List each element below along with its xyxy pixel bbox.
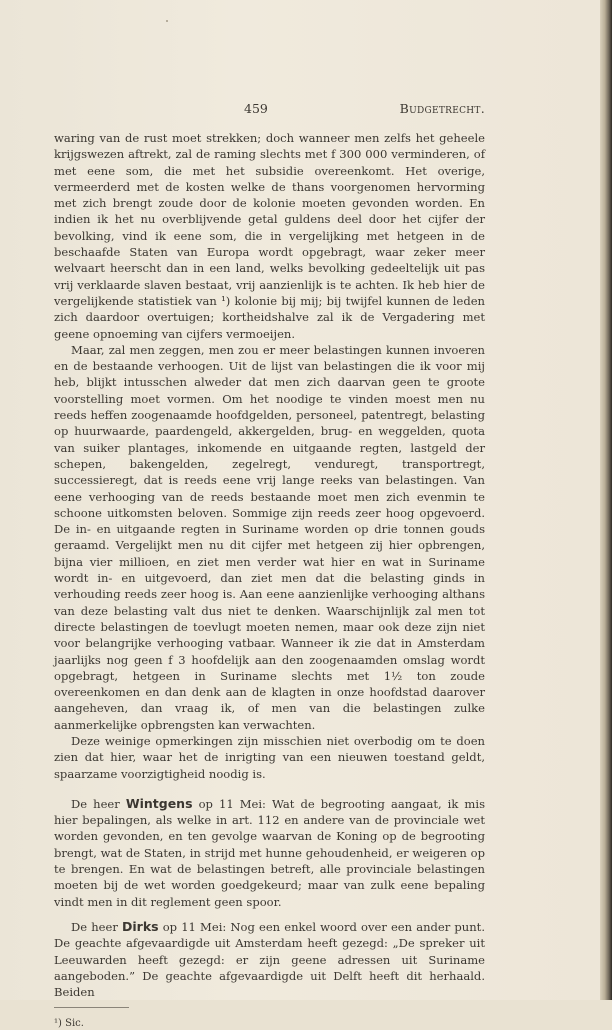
speech-text: op 11 Mei: Wat de begrooting aangaat, ik mis hier bepalingen, als welke in art. 112 en andere van de provinciale wet worden gevonden, en ten gevolge waarvan de Koning op de begrooting brengt, wat de Staten, in strijd met hunne gehoudenheid, er weigeren op te brengen. En wat de belastingen betreft, alle provinciale belastingen moeten bij de wet worden goedgekeurd; maar van zulk eene bepaling vindt men in dit reglement geen spoor. (54, 796, 485, 909)
speech-prefix: De heer (71, 919, 122, 934)
speaker-name: Dirks (122, 918, 159, 934)
speaker-name: Wintgens (125, 795, 193, 811)
speech-paragraph (54, 919, 485, 1000)
footnote: ¹) Sic. (54, 1018, 84, 1030)
speech-prefix: De heer (71, 796, 126, 811)
paper-speck (166, 20, 168, 22)
page-number: 459 (244, 101, 268, 116)
paragraph: Maar, zal men zeggen, men zou er meer belastingen kunnen invoeren en de bestaande verhoogen. Uit de lijst van belastingen die ik voor mij heb, blijkt intusschen alweder dat men zich daarvan geen te groote voorstelling moet vormen. Om het noodige te vinden moest men nu reeds heffen zoogenaamde hoofdgelden, personeel, patentregt, belasting op huurwaarde, paardengeld, akkergelden, brug- en weggelden, quota van suiker plantages, inkomende en uitgaande regten, lastgeld der schepen, bakengelden, zegelregt, venduregt, transportregt, successieregt, dat is reeds eene vrij lange reeks van belastingen. Van eene verhooging van de reeds bestaande moet men zich evenmin te schoone uitkomsten beloven. Sommige zijn reeds zeer hoog opgevoerd. De in- en uitgaande regten in Suriname worden op drie tonnen gouds geraamd. Vergelijkt men nu dit cijfer met hetgeen zij hier opbrengen, bijna vier millioen, en ziet men verder wat hier en wat in Suriname wordt in- en uitgevoerd, dan ziet men dat die belasting ginds in verhouding reeds zeer hoog is. Aan eene aanzienlijke verhooging althans van deze belasting valt dus niet te denken. Waarschijnlijk zal men tot directe belastingen de toevlugt moeten nemen, maar ook deze zijn niet voor belangrijke verhooging vatbaar. Wanneer ik zie dat in Amsterdam jaarlijks nog geen f 3 hoofdelijk aan den zoogenaamden omslag wordt opgebragt, hetgeen in Suriname slechts met 1½ ton zoude overeenkomen en dan denk aan de klagten in onze hoofdstad daarover aangeheven, dan vraag ik, of men van die belastingen zulke aanmerkelijke opbrengsten kan verwachten. (54, 342, 485, 732)
speech-text: op 11 Mei: Nog een enkel woord over een ander punt. De geachte afgevaardigde uit Amsterdam heeft gezegd: „De spreker uit Leeuwarden heeft gezegd: er zijn geene adressen uit Suriname aangeboden.” De geachte afgevaardigde uit Delft heeft dit herhaald. Beiden (54, 919, 485, 1000)
running-head: Budgetrecht. (399, 101, 485, 116)
speech-paragraph (54, 796, 485, 910)
paragraph: waring van de rust moet strekken; doch wanneer men zelfs het geheele krijgswezen aftrekt, zal de raming slechts met f 300 000 verminderen, of met eene som, die met het subsidie overeenkomt. Het overige, vermeerderd met de kosten welke de thans voorgenomen hervorming met zich brengt zoude door de kolonie moeten gevonden worden. En indien ik het nu overblijvende getal guldens deel door het cijfer der bevolking, vind ik eene som, die in vergelijking met hetgeen in de beschaafde Staten van Europa wordt opgebragt, waar zeker meer welvaart heerscht dan in een land, welks bevolking gedeeltelijk uit pas vrij verklaarde slaven bestaat, vrij aanzienlijk is te achten. Ik heb hier de vergelijkende statistiek van ¹) kolonie bij mij; bij twijfel kunnen de leden zich daardoor overtuigen; kortheidshalve zal ik de Vergadering met geene opnoeming van cijfers vermoeijen. (54, 131, 485, 341)
page-body (54, 130, 485, 1030)
footnote-rule (54, 1007, 129, 1008)
page-edge (600, 0, 612, 1000)
paragraph: Deze weinige opmerkingen zijn misschien niet overbodig om te doen zien dat hier, waar het de inrigting van een nieuwen toestand geldt, spaarzame voorzigtigheid noodig is. (54, 733, 485, 781)
page-header (54, 101, 485, 121)
